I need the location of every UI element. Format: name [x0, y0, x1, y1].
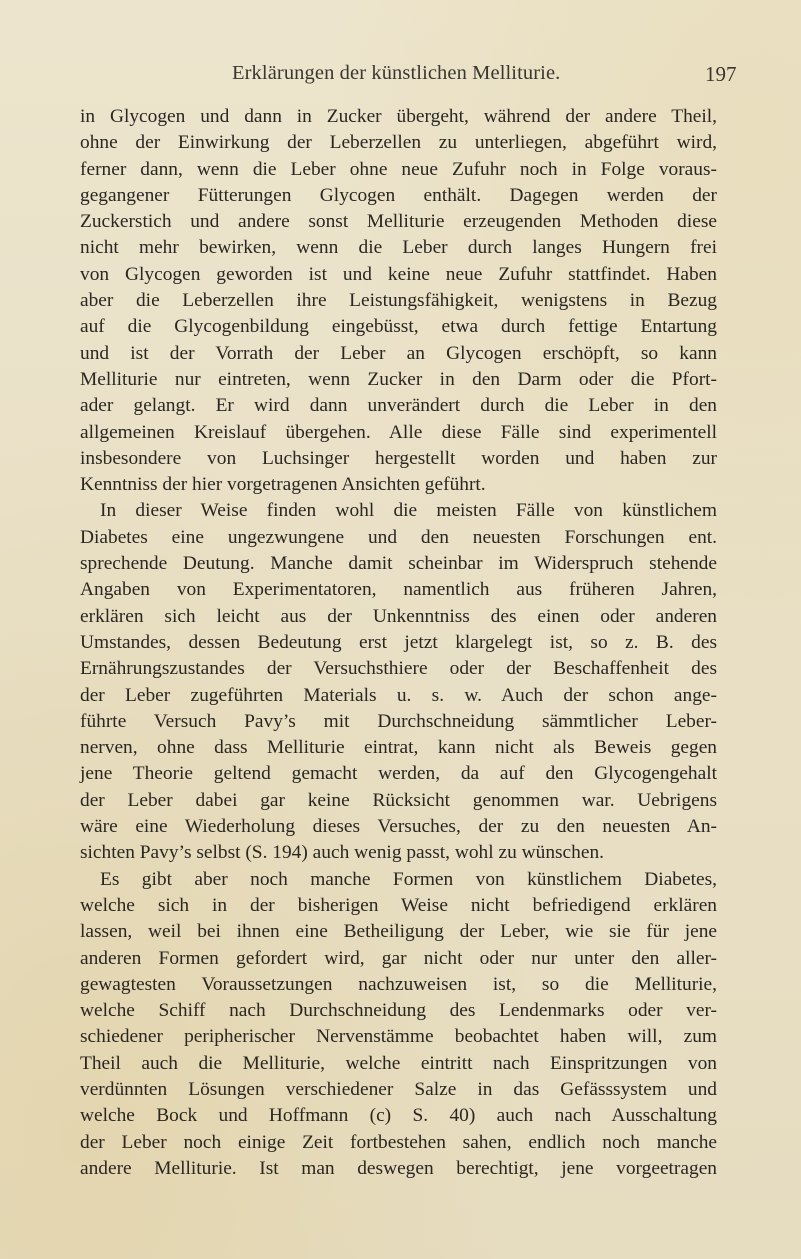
text-line: ader gelangt. Er wird dann unverändert durch die Leber in den — [80, 395, 717, 417]
text-line: Theil auch die Melliturie, welche eintritt nach Einspritzungen von — [80, 1052, 717, 1074]
text-line: und ist der Vorrath der Leber an Glycogen erschöpft, so kann — [80, 342, 717, 364]
running-title: Erklärungen der künstlichen Melliturie. — [232, 62, 561, 84]
text-line: führte Versuch Pavy’s mit Durchschneidung sämmtlicher Leber- — [80, 710, 717, 732]
text-line: welche sich in der bisherigen Weise nicht befriedigend erklären — [80, 894, 717, 916]
text-line: allgemeinen Kreislauf übergehen. Alle diese Fälle sind experimentell — [80, 421, 717, 443]
text-line: Melliturie nur eintreten, wenn Zucker in den Darm oder die Pfort- — [80, 368, 717, 390]
text-line: verdünnten Lösungen verschiedener Salze in das Gefässsystem und — [80, 1078, 717, 1100]
text-line: In dieser Weise finden wohl die meisten Fälle von künstlichem — [100, 500, 717, 522]
text-line: in Glycogen und dann in Zucker übergeht, während der andere Theil, — [80, 106, 717, 127]
text-line: Zuckerstich und andere sonst Melliturie erzeugenden Methoden diese — [80, 211, 717, 233]
text-line: welche Bock und Hoffmann (c) S. 40) auch nach Ausschaltung — [80, 1105, 717, 1127]
text-line: der Leber dabei gar keine Rücksicht genommen war. Uebrigens — [80, 789, 717, 811]
text-line: erklären sich leicht aus der Unkenntniss des einen oder anderen — [80, 605, 717, 627]
text-line: nicht mehr bewirken, wenn die Leber durch langes Hungern frei — [80, 237, 717, 259]
text-line: wäre eine Wiederholung dieses Versuches, der zu den neuesten An- — [80, 816, 717, 838]
text-line: sichten Pavy’s selbst (S. 194) auch wenig passt, wohl zu wünschen. — [80, 842, 605, 864]
text-line: nerven, ohne dass Melliturie eintrat, kann nicht als Beweis gegen — [80, 737, 717, 759]
text-line: Angaben von Experimentatoren, namentlich aus früheren Jahren, — [80, 579, 717, 601]
text-line: gegangener Fütterungen Glycogen enthält. Dagegen werden der — [80, 184, 717, 206]
text-line: gewagtesten Voraussetzungen nachzuweisen ist, so die Melliturie, — [80, 973, 717, 995]
text-line: Es gibt aber noch manche Formen von künstlichem Diabetes, — [100, 868, 717, 890]
text-line: andere Melliturie. Ist man deswegen berechtigt, jene vorgeetragen — [80, 1157, 717, 1179]
text-line: ferner dann, wenn die Leber ohne neue Zufuhr noch in Folge voraus- — [80, 158, 717, 180]
text-line: Ernährungszustandes der Versuchsthiere oder der Beschaffenheit des — [80, 658, 717, 680]
page-number: 197 — [705, 62, 737, 86]
body-text — [80, 104, 717, 1182]
text-line: der Leber zugeführten Materials u. s. w. Auch der schon ange- — [80, 684, 717, 706]
page-header — [0, 62, 801, 92]
text-line: auf die Glycogenbildung eingebüsst, etwa durch fettige Entartung — [80, 316, 717, 338]
text-line: ohne der Einwirkung der Leberzellen zu unterliegen, abgeführt wird, — [80, 132, 717, 154]
text-line: schiedener peripherischer Nervenstämme beobachtet haben will, zum — [80, 1026, 717, 1048]
text-line: aber die Leberzellen ihre Leistungsfähigkeit, wenigstens in Bezug — [80, 290, 717, 312]
text-line: insbesondere von Luchsinger hergestellt worden und haben zur — [80, 447, 717, 469]
text-line: welche Schiff nach Durchschneidung des Lendenmarks oder ver- — [80, 1000, 717, 1022]
text-line: anderen Formen gefordert wird, gar nicht oder nur unter den aller- — [80, 947, 717, 969]
text-line: Kenntniss der hier vorgetragenen Ansichten geführt. — [80, 474, 486, 496]
text-line: Diabetes eine ungezwungene und den neuesten Forschungen ent. — [80, 526, 717, 548]
text-line: sprechende Deutung. Manche damit scheinbar im Widerspruch stehende — [80, 553, 717, 575]
text-line: Umstandes, dessen Bedeutung erst jetzt klargelegt ist, so z. B. des — [80, 631, 717, 653]
text-line: von Glycogen geworden ist und keine neue Zufuhr stattfindet. Haben — [80, 263, 717, 285]
text-line: jene Theorie geltend gemacht werden, da auf den Glycogengehalt — [80, 763, 717, 785]
text-line: der Leber noch einige Zeit fortbestehen sahen, endlich noch manche — [80, 1131, 717, 1153]
text-line: lassen, weil bei ihnen eine Betheiligung der Leber, wie sie für jene — [80, 921, 717, 943]
